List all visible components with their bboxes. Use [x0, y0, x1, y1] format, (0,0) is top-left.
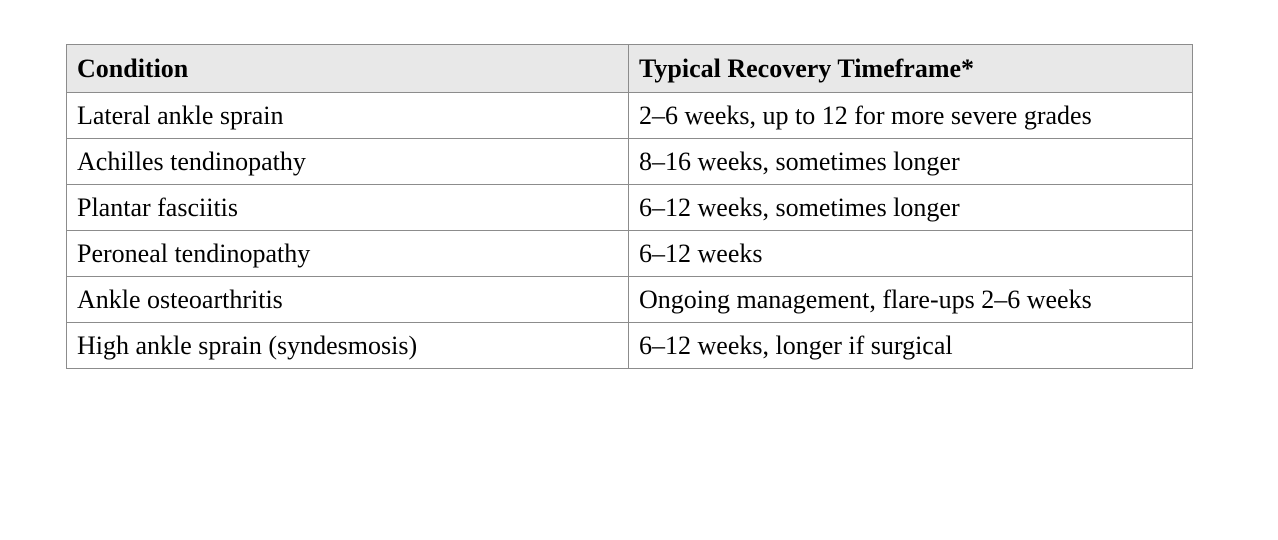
timeframe-cell: Ongoing management, flare-ups 2–6 weeks	[629, 277, 1193, 323]
table-row	[67, 323, 1193, 369]
column-header-recovery-timeframe: Typical Recovery Timeframe*	[629, 45, 1193, 93]
condition-cell: Plantar fasciitis	[67, 185, 629, 231]
table-row	[67, 231, 1193, 277]
condition-cell: Achilles tendinopathy	[67, 139, 629, 185]
table-header-row	[67, 45, 1193, 93]
timeframe-cell: 6–12 weeks	[629, 231, 1193, 277]
table-row	[67, 277, 1193, 323]
table-row	[67, 93, 1193, 139]
recovery-timeframe-table	[66, 44, 1193, 369]
column-header-condition: Condition	[67, 45, 629, 93]
timeframe-cell: 6–12 weeks, sometimes longer	[629, 185, 1193, 231]
table-row	[67, 139, 1193, 185]
timeframe-cell: 8–16 weeks, sometimes longer	[629, 139, 1193, 185]
timeframe-cell: 2–6 weeks, up to 12 for more severe grades	[629, 93, 1193, 139]
timeframe-cell: 6–12 weeks, longer if surgical	[629, 323, 1193, 369]
table-row	[67, 185, 1193, 231]
recovery-table-container	[66, 44, 1192, 369]
condition-cell: Ankle osteoarthritis	[67, 277, 629, 323]
condition-cell: High ankle sprain (syndesmosis)	[67, 323, 629, 369]
condition-cell: Peroneal tendinopathy	[67, 231, 629, 277]
condition-cell: Lateral ankle sprain	[67, 93, 629, 139]
